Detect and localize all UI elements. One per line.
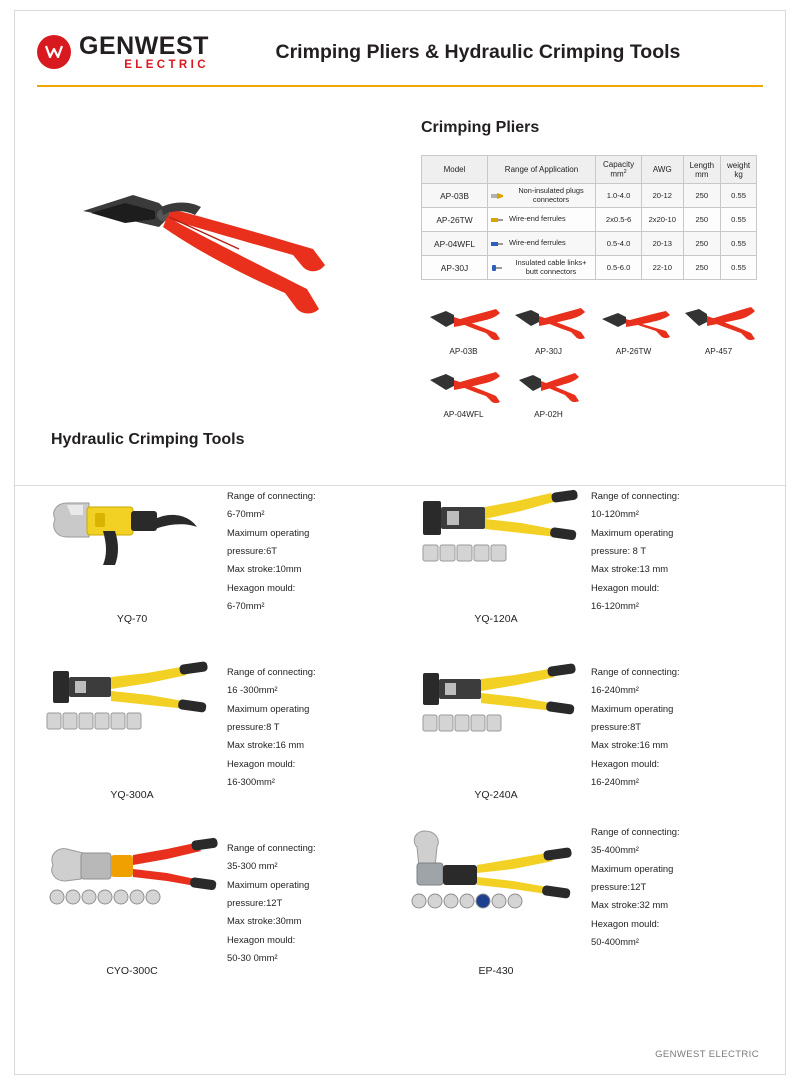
cell-awg: 22-10: [642, 256, 683, 280]
spec-line: 35-300 mm²: [227, 860, 278, 872]
th-capacity-line2: mm: [610, 169, 624, 179]
table-body: [422, 184, 757, 280]
th-length: [683, 156, 721, 184]
product-row: [37, 471, 765, 647]
thumbnail-label: AP-03B: [449, 347, 478, 356]
cell-length: 250: [683, 256, 721, 280]
section-heading-hydraulic-tools: Hydraulic Crimping Tools: [51, 431, 245, 448]
product-model-label: EP-430: [478, 965, 514, 977]
spec-line: Hexagon mould:: [227, 757, 296, 769]
crimping-pliers-spec-table: [421, 155, 757, 280]
product-row: [37, 823, 765, 999]
th-weight-line1: weight: [726, 160, 751, 170]
cell-capacity: 0.5-6.0: [596, 256, 642, 280]
spec-line: pressure:8 T: [227, 720, 280, 732]
brand-subtitle: ELECTRIC: [124, 59, 209, 72]
th-capacity-line1: Capacity: [602, 160, 635, 170]
thumbnail-row: [421, 362, 761, 419]
th-length-line2: mm: [695, 169, 709, 179]
cell-application-text: Insulated cable links+ butt connectors: [515, 258, 587, 276]
cell-awg: 20-12: [642, 184, 683, 208]
section-heading-crimping-pliers: Crimping Pliers: [421, 119, 540, 136]
spec-line: Hexagon mould:: [227, 933, 296, 945]
thumbnail-item: [421, 362, 506, 419]
th-weight-line2: kg: [734, 169, 743, 179]
cell-application-text: Wire-end ferrules: [509, 238, 566, 248]
thumbnail-image: [591, 299, 676, 343]
pliers-thumbnail-gallery: [421, 299, 761, 419]
thumbnail-image: [421, 362, 506, 406]
thumbnail-label: AP-02H: [534, 410, 563, 419]
plug-connector-icon: [490, 190, 504, 202]
thumbnail-label: AP-30J: [535, 347, 562, 356]
spec-line: Max stroke:16 mm: [227, 739, 305, 751]
product-spec-ep430: [591, 823, 765, 999]
spec-line: Maximum operating: [591, 526, 674, 538]
table-header: [422, 156, 757, 184]
spec-line: Max stroke:30mm: [227, 915, 302, 927]
crimping-pliers-section: [15, 93, 785, 485]
spec-line: Hexagon mould:: [591, 757, 660, 769]
table-row: [422, 208, 757, 232]
spec-line: 16-240mm²: [591, 775, 639, 787]
cell-application-text: Wire-end ferrules: [509, 214, 566, 224]
spec-line: pressure:8T: [591, 720, 642, 732]
table-row: [422, 256, 757, 280]
product-spec-cyo300c: [227, 823, 401, 999]
thumbnail-label: AP-457: [704, 347, 733, 356]
product-model-label: CYO-300C: [106, 965, 158, 977]
cell-weight: 0.55: [721, 208, 757, 232]
page-footer: GENWEST ELECTRIC: [655, 1049, 759, 1060]
cell-weight: 0.55: [721, 256, 757, 280]
spec-line: Hexagon mould:: [227, 581, 296, 593]
brand-text: [79, 33, 209, 71]
spec-line: Maximum operating: [227, 526, 310, 538]
ferrule-icon: [490, 238, 504, 250]
product-card-yq70: [37, 471, 401, 647]
spec-line: Range of connecting:: [227, 842, 316, 853]
thumbnail-item: [591, 299, 676, 356]
thumbnail-image: [421, 299, 506, 343]
cell-length: 250: [683, 208, 721, 232]
brand-name: GENWEST: [79, 31, 209, 60]
thumbnail-item: [676, 299, 761, 356]
spec-line: 50-30 0mm²: [227, 951, 278, 963]
spec-line: pressure:12T: [591, 880, 647, 892]
page-title: Crimping Pliers & Hydraulic Crimping Tools: [275, 40, 681, 63]
thumbnail-row: [421, 299, 761, 356]
hydraulic-tools-grid: [37, 471, 765, 999]
spec-line: Hexagon mould:: [591, 581, 660, 593]
thumbnail-image: [506, 299, 591, 343]
product-model-label: YQ-70: [116, 613, 148, 625]
product-spec-yq120a: [591, 471, 765, 647]
butt-connector-icon: [490, 262, 504, 274]
spec-line: 50-400mm²: [591, 935, 639, 947]
cell-awg: 2x20-10: [642, 208, 683, 232]
spec-line: Range of connecting:: [591, 826, 680, 837]
cell-application: [488, 256, 596, 280]
spec-line: Maximum operating: [591, 702, 674, 714]
product-card-yq240a: [401, 647, 765, 823]
spec-line: 10-120mm²: [591, 508, 639, 520]
cell-model: AP-04WFL: [422, 232, 488, 256]
spec-line: Max stroke:10mm: [227, 563, 302, 575]
th-model: Model: [422, 156, 488, 184]
thumbnail-item: [421, 299, 506, 356]
cell-model: AP-03B: [422, 184, 488, 208]
product-card-ep430: [401, 823, 765, 999]
cell-application: [488, 208, 596, 232]
th-length-line1: Length: [689, 160, 715, 170]
spec-line: 35-400mm²: [591, 844, 639, 856]
product-row: [37, 647, 765, 823]
thumbnail-label: AP-04WFL: [443, 410, 484, 419]
product-spec-yq240a: [591, 647, 765, 823]
spec-line: pressure:12T: [227, 896, 283, 908]
spec-line: 16 -300mm²: [227, 684, 278, 696]
spec-line: Max stroke:16 mm: [591, 739, 669, 751]
cell-model: AP-30J: [422, 256, 488, 280]
logo-mark-icon: [37, 35, 71, 69]
spec-line: Hexagon mould:: [591, 917, 660, 929]
spec-line: Maximum operating: [227, 702, 310, 714]
product-spec-yq300a: [227, 647, 401, 823]
spec-line: 16-120mm²: [591, 599, 639, 611]
product-card-cyo300c: [37, 823, 401, 999]
product-model-label: YQ-120A: [474, 613, 518, 625]
cell-capacity: 1.0-4.0: [596, 184, 642, 208]
th-awg: AWG: [642, 156, 683, 184]
cell-application-text: Non-insulated plugs connectors: [518, 186, 584, 204]
product-card-yq300a: [37, 647, 401, 823]
thumbnail-image: [676, 299, 761, 343]
catalog-page: [14, 10, 786, 1075]
brand-logo: [37, 33, 209, 71]
spec-line: 16-300mm²: [227, 775, 275, 787]
thumbnail-label: AP-26TW: [615, 347, 652, 356]
spec-line: 6-70mm²: [227, 599, 265, 611]
th-application: Range of Application: [488, 156, 596, 184]
cell-weight: 0.55: [721, 184, 757, 208]
spec-line: Range of connecting:: [227, 666, 316, 677]
spec-line: Range of connecting:: [591, 490, 680, 501]
spec-line: 6-70mm²: [227, 508, 265, 520]
page-header: [15, 11, 785, 93]
table-row: [422, 184, 757, 208]
product-model-label: YQ-240A: [474, 789, 518, 801]
cell-capacity: 0.5-4.0: [596, 232, 642, 256]
spec-line: Max stroke:32 mm: [591, 899, 669, 911]
cell-length: 250: [683, 232, 721, 256]
cell-application: [488, 184, 596, 208]
spec-line: 16-240mm²: [591, 684, 639, 696]
crimping-pliers-photo: [53, 165, 353, 325]
th-weight: [721, 156, 757, 184]
cell-application: [488, 232, 596, 256]
table-row: [422, 232, 757, 256]
spec-line: Maximum operating: [227, 878, 310, 890]
thumbnail-item: [506, 362, 591, 419]
header-divider: [37, 85, 763, 87]
cell-awg: 20-13: [642, 232, 683, 256]
cell-weight: 0.55: [721, 232, 757, 256]
spec-line: pressure:6T: [227, 544, 278, 556]
cell-capacity: 2x0.5-6: [596, 208, 642, 232]
th-capacity: Capacity $mm^2$: [596, 156, 642, 184]
spec-line: Range of connecting:: [591, 666, 680, 677]
spec-line: pressure: 8 T: [591, 544, 647, 556]
cell-model: AP-26TW: [422, 208, 488, 232]
product-model-label: YQ-300A: [110, 789, 154, 801]
spec-line: Range of connecting:: [227, 490, 316, 501]
thumbnail-image: [506, 362, 591, 406]
spec-line: Maximum operating: [591, 862, 674, 874]
spec-line: Max stroke:13 mm: [591, 563, 669, 575]
thumbnail-item: [506, 299, 591, 356]
product-spec-yq70: [227, 471, 401, 647]
ferrule-icon: [490, 214, 504, 226]
cell-length: 250: [683, 184, 721, 208]
product-card-yq120a: [401, 471, 765, 647]
